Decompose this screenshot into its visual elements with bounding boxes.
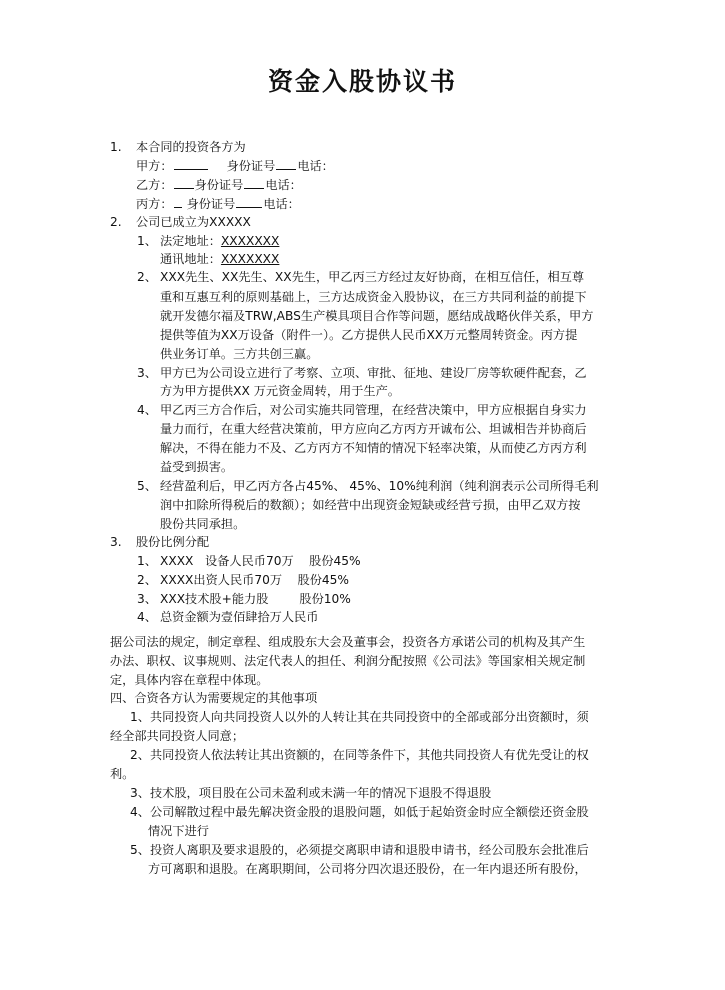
legal-address-label: 法定地址： xyxy=(160,234,221,248)
item-5-line: 经营盈利后，甲乙丙方各占45%、 45%、10%纯利润（纯利润表示公司所得毛利 xyxy=(160,479,599,493)
item-3-line: 甲方已为公司设立进行了考察、立项、审批、征地、建设厂房等软硬件配套，乙 xyxy=(160,366,587,380)
share-item-number: 3、 xyxy=(137,592,157,606)
party-a-id-label: 身份证号 xyxy=(226,159,276,173)
mailing-address-label: 通讯地址： xyxy=(160,252,221,266)
section-2-item-2-number: 2、 xyxy=(137,270,157,284)
party-b-id-label: 身份证号 xyxy=(194,178,244,192)
share-item-text: XXXX 设备人民币70万 股份45% xyxy=(160,554,361,568)
section-2-item-1-number: 1、 xyxy=(137,234,157,248)
mailing-address-value: XXXXXXX xyxy=(220,252,280,266)
section-4-line: 1、共同投资人向共同投资人以外的人转让其在共同投资中的全部或部分出资额时，须 xyxy=(130,710,589,724)
party-c-name-blank xyxy=(174,195,182,208)
share-item-number: 1、 xyxy=(137,554,157,568)
section-2-item-4-number: 4、 xyxy=(137,403,157,417)
party-a-label: 甲方： xyxy=(136,159,173,173)
articles-paragraph-line: 办法、职权、议事规则、法定代表人的担任、利润分配按照《公司法》等国家相关规定制 xyxy=(110,654,586,668)
section-4-line: 2、共同投资人依法转让其出资额的，在同等条件下，其他共同投资人有优先受让的权 xyxy=(130,748,589,762)
item-2-line: 重和互惠互利的原则基础上，三方达成资金入股协议，在三方共同利益的前提下 xyxy=(160,290,587,304)
party-c-id-label: 身份证号 xyxy=(186,197,236,211)
mailing-address-line xyxy=(160,250,279,268)
section-4-line: 经全部共同投资人同意； xyxy=(110,729,245,743)
party-b-label: 乙方： xyxy=(136,178,173,192)
party-b-name-blank xyxy=(174,176,194,189)
section-1-number: 1. xyxy=(110,140,122,154)
section-2-heading: 公司已成立为XXXXX xyxy=(136,215,251,229)
section-4-line: 4、公司解散过程中最先解决资金股的退股问题，如低于起始资金时应全额偿还资金股 xyxy=(130,805,589,819)
party-a-id-blank xyxy=(276,157,296,170)
item-2-line: 提供等值为XX万设备（附件一）。乙方提供人民币XX万元整周转资金。丙方提 xyxy=(160,328,578,342)
item-5-line: 润中扣除所得税后的数额）；如经营中出现资金短缺或经营亏损，由甲乙双方按 xyxy=(160,498,581,512)
party-c-phone-label: 电话： xyxy=(263,197,300,211)
item-4-line: 解决，不得在能力不及、乙方丙方不知情的情况下轻率决策，从而使乙方丙方利 xyxy=(160,441,587,455)
articles-paragraph-line: 定，具体内容在章程中体现。 xyxy=(110,673,269,687)
party-a-line xyxy=(136,157,334,175)
document-title: 资金入股协议书 xyxy=(267,67,457,96)
section-1-heading: 本合同的投资各方为 xyxy=(136,140,246,154)
legal-address-line xyxy=(160,232,279,250)
party-c-label: 丙方： xyxy=(136,197,173,211)
section-2-item-5-number: 5、 xyxy=(137,479,157,493)
section-2-item-3-number: 3、 xyxy=(137,366,157,380)
item-4-line: 甲乙丙三方合作后，对公司实施共同管理，在经营决策中，甲方应根据自身实力 xyxy=(160,403,587,417)
item-2-line: 供业务订单。三方共创三赢。 xyxy=(160,347,319,361)
share-item-text: 总资金额为壹佰肆拾万人民币 xyxy=(160,610,319,624)
share-item-text: XXXX出资人民币70万 股份45% xyxy=(160,573,349,587)
share-item-text: XXX技术股+能力股 股份10% xyxy=(160,592,351,606)
party-c-line xyxy=(136,195,300,213)
party-b-line xyxy=(136,176,302,194)
party-b-phone-label: 电话： xyxy=(265,178,302,192)
party-a-phone-label: 电话： xyxy=(297,159,334,173)
item-4-line: 量力而行，在重大经营决策前，甲方应向乙方丙方开诚布公、坦诚相告并协商后 xyxy=(160,422,587,436)
section-3-heading: 股份比例分配 xyxy=(136,535,210,549)
item-2-line: 就开发德尔福及TRW,ABS生产模具项目合作等问题，愿结成战略伙伴关系，甲方 xyxy=(160,309,594,323)
share-item-number: 2、 xyxy=(137,573,157,587)
party-a-name-blank xyxy=(174,157,208,170)
section-4-line: 3、技术股，项目股在公司未盈利或未满一年的情况下退股不得退股 xyxy=(130,786,492,800)
section-4-line: 利。 xyxy=(110,767,135,781)
item-4-line: 益受到损害。 xyxy=(160,460,234,474)
section-2-number: 2. xyxy=(110,215,122,229)
section-3-number: 3. xyxy=(110,535,122,549)
party-b-id-blank xyxy=(244,176,264,189)
share-item-number: 4、 xyxy=(137,610,157,624)
item-2-line: XXX先生、XX先生、XX先生，甲乙丙三方经过友好协商，在相互信任，相互尊 xyxy=(160,270,585,284)
legal-address-value: XXXXXXX xyxy=(220,234,280,248)
item-5-line: 股份共同承担。 xyxy=(160,517,246,531)
section-4-line: 方可离职和退股。在离职期间，公司将分四次退还股份，在一年内退还所有股份， xyxy=(148,862,587,876)
section-4-heading: 四、合资各方认为需要规定的其他事项 xyxy=(110,691,318,705)
articles-paragraph-line: 据公司法的规定，制定章程、组成股东大会及董事会，投资各方承诺公司的机构及其产生 xyxy=(110,635,586,649)
section-4-line: 5、投资人离职及要求退股的，必须提交离职申请和退股申请书，经公司股东会批准后 xyxy=(130,843,589,857)
item-3-line: 方为甲方提供XX 万元资金周转，用于生产。 xyxy=(160,384,400,398)
party-c-id-blank xyxy=(236,195,262,208)
section-4-line: 情况下进行 xyxy=(148,824,209,838)
